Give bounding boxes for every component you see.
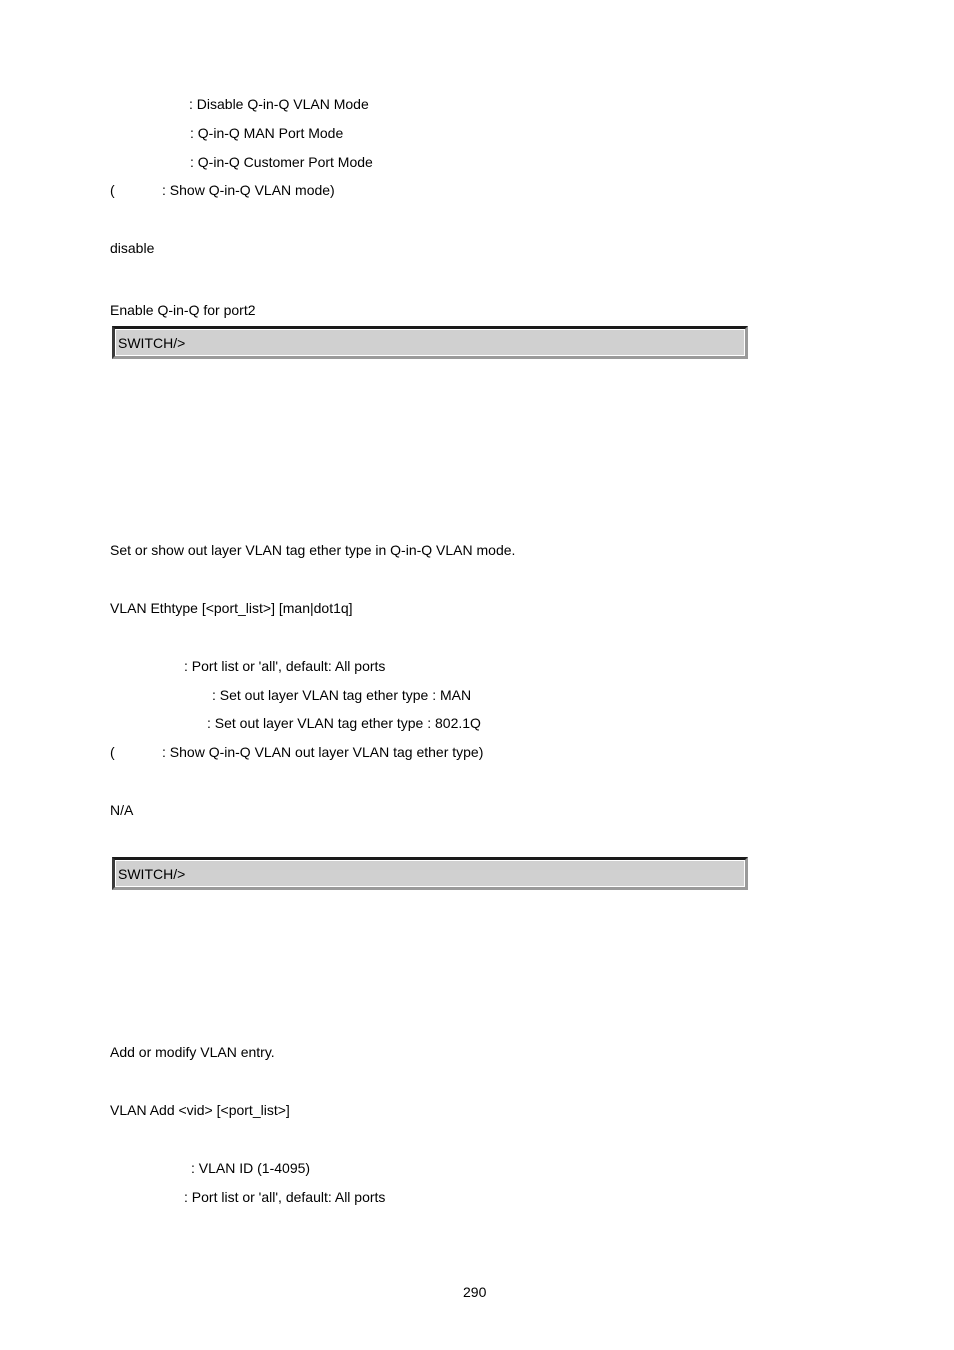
page-number: 290 xyxy=(463,1284,487,1300)
example-code-box xyxy=(112,857,748,890)
show-note-paren: ( xyxy=(110,744,115,760)
example-prompt: SWITCH/> xyxy=(118,335,186,351)
ethtype-description: Set or show out layer VLAN tag ether type in Q-in-Q VLAN mode. xyxy=(110,542,516,558)
vlan-add-description: Add or modify VLAN entry. xyxy=(110,1044,275,1060)
param-customer: : Q-in-Q Customer Port Mode xyxy=(190,154,373,170)
default-value: disable xyxy=(110,240,155,256)
param-man: : Q-in-Q MAN Port Mode xyxy=(190,125,344,141)
param-dot1q-ethtype: : Set out layer VLAN tag ether type : 802.1Q xyxy=(207,715,481,731)
param-port-list: : Port list or 'all', default: All ports xyxy=(184,1189,386,1205)
param-man-ethtype: : Set out layer VLAN tag ether type : MAN xyxy=(212,687,472,703)
param-vid: : VLAN ID (1-4095) xyxy=(191,1160,311,1176)
example-description: Enable Q-in-Q for port2 xyxy=(110,302,256,318)
ethtype-syntax: VLAN Ethtype [<port_list>] [man|dot1q] xyxy=(110,600,353,616)
param-port-list: : Port list or 'all', default: All ports xyxy=(184,658,386,674)
vlan-add-syntax: VLAN Add <vid> [<port_list>] xyxy=(110,1102,290,1118)
example-code-box xyxy=(112,326,748,359)
param-disable: : Disable Q-in-Q VLAN Mode xyxy=(189,96,369,112)
show-note: : Show Q-in-Q VLAN out layer VLAN tag ether type) xyxy=(162,744,484,760)
show-note: : Show Q-in-Q VLAN mode) xyxy=(162,182,335,198)
show-note-paren: ( xyxy=(110,182,115,198)
example-prompt: SWITCH/> xyxy=(118,866,186,882)
default-value: N/A xyxy=(110,802,134,818)
